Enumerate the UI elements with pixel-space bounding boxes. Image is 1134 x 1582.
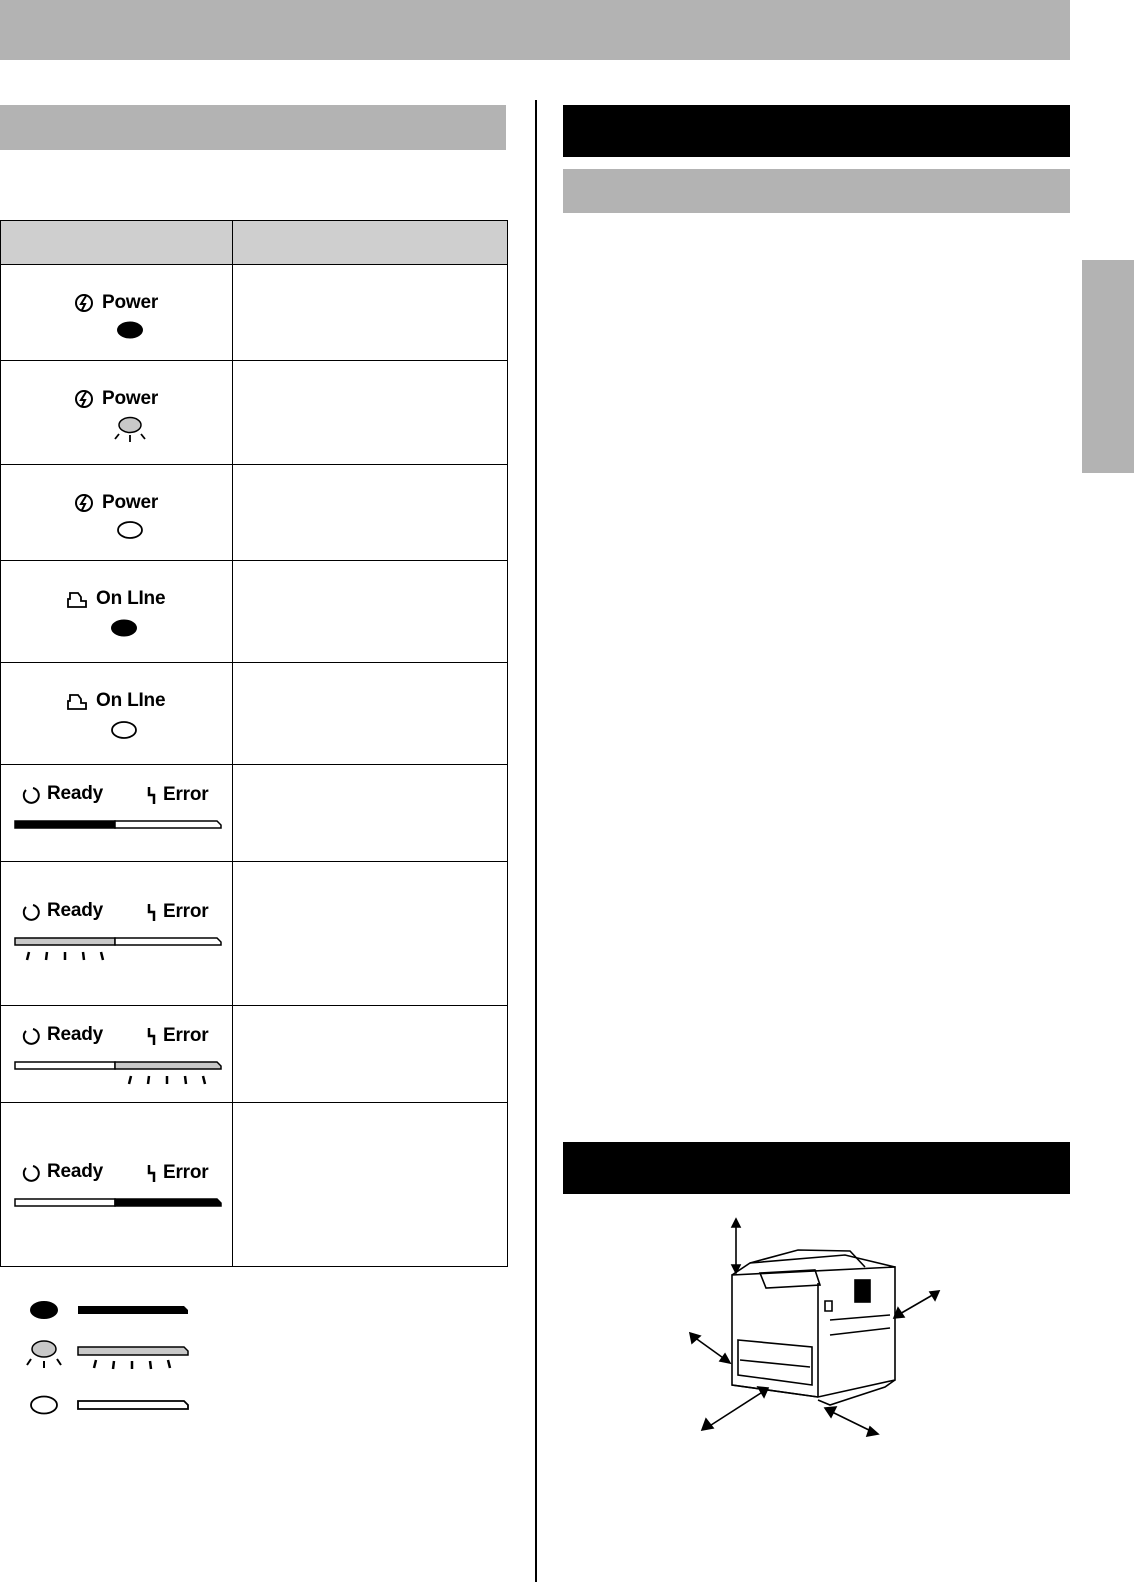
indicator-cell [1, 361, 233, 465]
ready-label: Ready [47, 1024, 104, 1045]
meaning-cell [233, 765, 508, 862]
meaning-cell [233, 1103, 508, 1267]
online-icon [66, 691, 88, 718]
online-icon [66, 589, 88, 616]
indicator-cell [1, 1103, 233, 1267]
chapter-tab [1082, 260, 1134, 473]
power-icon [74, 293, 96, 320]
indicator-table [0, 220, 508, 1267]
legend-on-icon [20, 1295, 220, 1325]
ready-icon [21, 902, 41, 927]
column-divider [535, 100, 537, 1582]
ready-label: Ready [47, 900, 104, 921]
ready-icon [21, 785, 41, 810]
indicator-cell [1, 663, 233, 765]
error-label: Error [163, 784, 209, 805]
meaning-cell [233, 862, 508, 1006]
online-label: On LIne [96, 588, 166, 609]
error-icon [146, 785, 160, 812]
section-heading-black [563, 105, 1070, 157]
meaning-cell [233, 663, 508, 765]
printer-diagram [680, 1215, 950, 1440]
online-label: On LIne [96, 690, 166, 711]
indicator-cell [1, 561, 233, 663]
table-row [1, 465, 508, 561]
indicator-cell [1, 265, 233, 361]
error-label: Error [163, 901, 209, 922]
ready-error-bar [13, 1197, 227, 1230]
clearance-section-heading [563, 1142, 1070, 1194]
error-icon [146, 1163, 160, 1190]
indicator-cell [1, 1006, 233, 1103]
indicator-cell [1, 862, 233, 1006]
power-label: Power [102, 492, 159, 513]
header-indicator [1, 221, 233, 265]
table-row [1, 1103, 508, 1267]
subsection-heading [563, 169, 1070, 213]
legend-item-on [20, 1295, 220, 1325]
table-row [1, 765, 508, 862]
meaning-cell [233, 265, 508, 361]
table-row [1, 862, 508, 1006]
legend-blinking-icon [20, 1337, 220, 1377]
power-icon [74, 389, 96, 416]
ready-error-bar [13, 936, 227, 969]
error-icon [146, 902, 160, 929]
meaning-cell [233, 1006, 508, 1103]
table-row [1, 663, 508, 765]
led-legend [20, 1295, 220, 1425]
power-label: Power [102, 388, 159, 409]
error-label: Error [163, 1025, 209, 1046]
led-off-icon [114, 519, 148, 554]
led-section-heading [0, 105, 506, 150]
table-row [1, 361, 508, 465]
legend-item-blinking [20, 1337, 220, 1377]
ready-icon [21, 1163, 41, 1188]
table-row [1, 1006, 508, 1103]
led-on-icon [108, 617, 142, 652]
error-icon [146, 1026, 160, 1053]
printer-clearance-illustration [680, 1215, 950, 1440]
led-on-icon [114, 319, 148, 354]
legend-item-off [20, 1391, 220, 1421]
ready-label: Ready [47, 1161, 104, 1182]
table-row [1, 265, 508, 361]
ready-icon [21, 1026, 41, 1051]
meaning-cell [233, 361, 508, 465]
header-meaning [233, 221, 508, 265]
ready-error-bar [13, 1060, 227, 1093]
indicator-cell [1, 465, 233, 561]
meaning-cell [233, 561, 508, 663]
legend-off-icon [20, 1391, 220, 1421]
error-label: Error [163, 1162, 209, 1183]
meaning-cell [233, 465, 508, 561]
ready-label: Ready [47, 783, 104, 804]
led-off-icon [108, 719, 142, 754]
led-blinking-icon [114, 415, 148, 450]
table-header-row [1, 221, 508, 265]
power-label: Power [102, 292, 159, 313]
indicator-cell [1, 765, 233, 862]
power-icon [74, 493, 96, 520]
top-banner [0, 0, 1070, 60]
ready-error-bar [13, 819, 227, 852]
table-row [1, 561, 508, 663]
